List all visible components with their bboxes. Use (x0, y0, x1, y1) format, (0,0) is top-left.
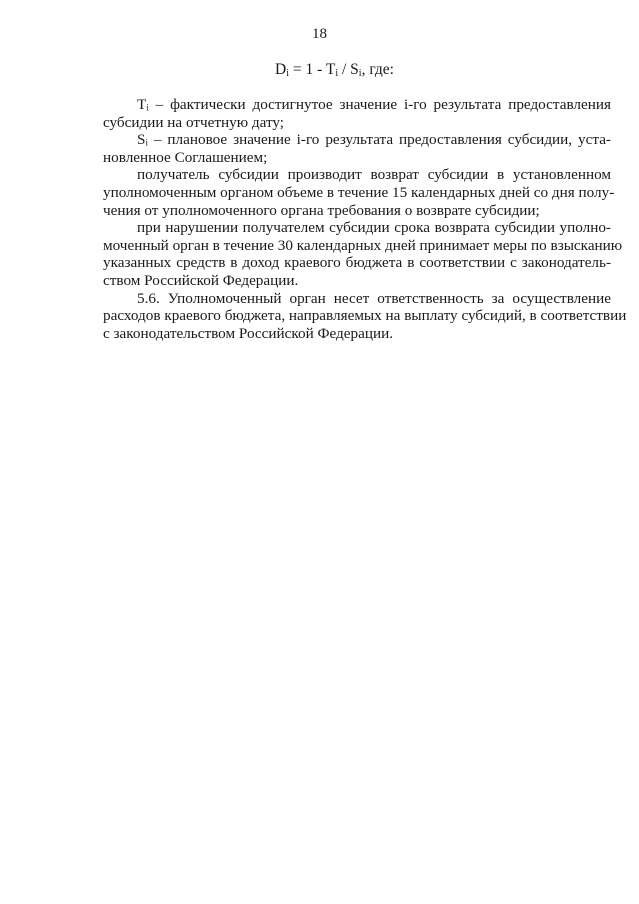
text-line: указанных средств в доход краевого бюджета в соответствии с законодатель- (103, 254, 611, 272)
text-line: при нарушении получателем субсидии срока возврата субсидии уполно- (137, 219, 611, 237)
document-body (103, 96, 627, 342)
paragraph (103, 96, 611, 131)
text-line: расходов краевого бюджета, направляемых на выплату субсидий, в соответствии (103, 307, 627, 325)
text-line: с законодательством Российской Федерации. (103, 324, 394, 342)
formula-sub: i (286, 68, 289, 79)
text-line: уполномоченным органом объеме в течение 15 календарных дней со дня полу- (103, 183, 615, 201)
text-line: моченный орган в течение 30 календарных дней принимает меры по взысканию (103, 236, 623, 254)
text-line: новленное Соглашением; (103, 148, 268, 166)
text-line: получатель субсидии производит возврат субсидии в установленном (137, 166, 611, 184)
formula (0, 61, 639, 79)
paragraph (103, 166, 615, 219)
formula-sub: i (335, 68, 339, 79)
paragraph (103, 131, 611, 166)
text-line: Sᵢ – плановое значение i-го результата предоставления субсидии, уста- (137, 131, 611, 149)
text-line: чения от уполномоченного органа требования о возврате субсидии; (103, 201, 540, 219)
formula-eq: = 1 - (288, 61, 326, 78)
formula-s: S (350, 61, 359, 78)
formula-sub: i (358, 68, 362, 79)
text-line: субсидии на отчетную дату; (103, 113, 285, 131)
text-line: Tᵢ – фактически достигнутое значение i-го результата предоставления (137, 96, 611, 113)
text-line: 5.6. Уполномоченный орган несет ответственность за осуществление (137, 289, 611, 307)
formula-t: T (325, 61, 336, 78)
formula-tail: , где: (361, 61, 394, 78)
formula-slash: / (338, 61, 351, 78)
paragraph (103, 219, 623, 289)
paragraph (103, 289, 627, 343)
text-line: ством Российской Федерации. (103, 271, 299, 289)
formula-d: D (275, 61, 287, 78)
page-number: 18 (312, 26, 327, 42)
